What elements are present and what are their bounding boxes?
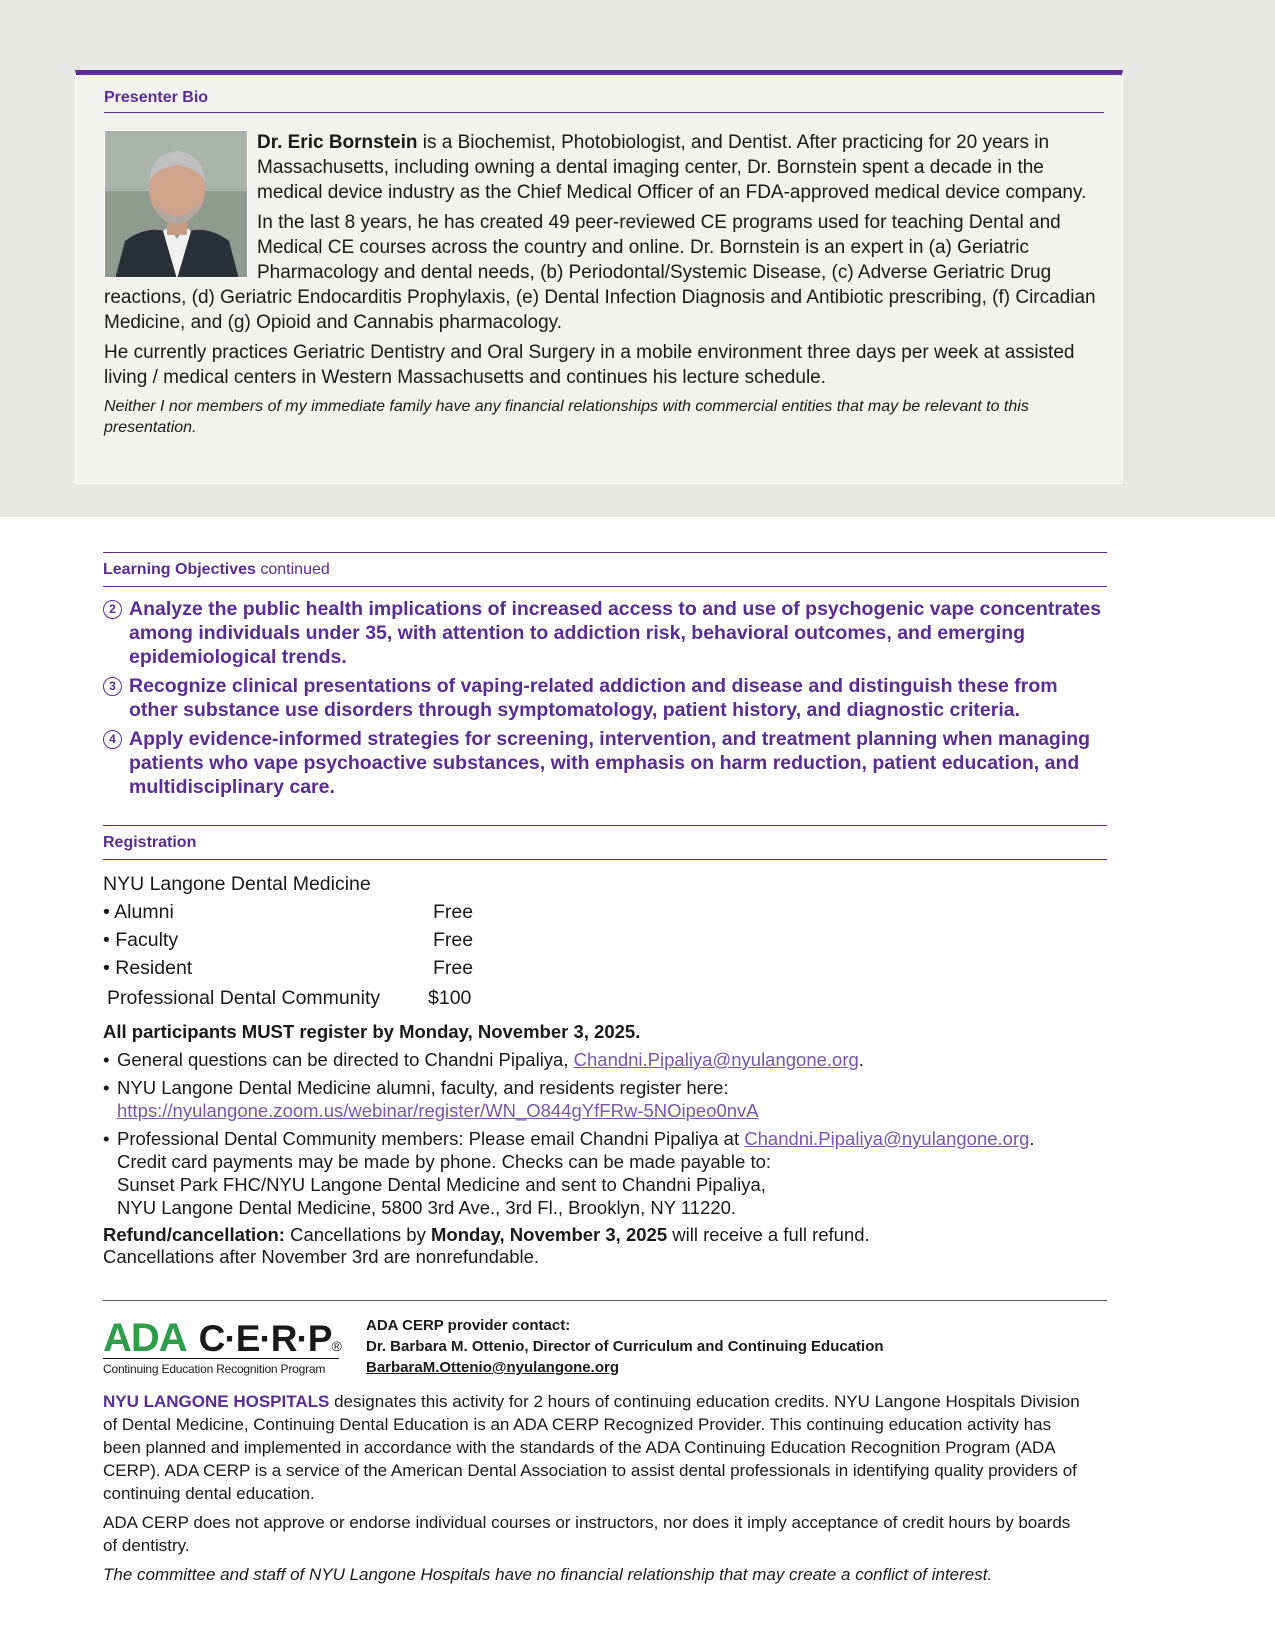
bio-paragraph-1-text: is a Biochemist, Photobiologist, and Dentist. After practicing for 20 years in Massachusetts, including owning a dental imaging center, Dr. Bornstein spent a decade in the medical device industry as the Chief Medical Officer of an FDA-approved medical device company.: [257, 132, 1087, 203]
fee-row: [103, 954, 1103, 982]
community-address-text: NYU Langone Dental Medicine, 5800 3rd Ave., 3rd Fl., Brooklyn, NY 11220.: [117, 1197, 737, 1218]
ada-logo-subtitle: Continuing Education Recognition Program: [103, 1362, 326, 1376]
nyu-langone-hospitals: NYU LANGONE HOSPITALS: [103, 1392, 330, 1411]
refund-nonrefundable: Cancellations after November 3rd are nonrefundable.: [103, 1246, 540, 1267]
questions-email-link[interactable]: Chandni.Pipaliya@nyulangone.org: [573, 1049, 859, 1070]
bio-disclaimer: Neither I nor members of my immediate family have any financial relationships with commercial entities that may be relevant to this presentation.: [104, 398, 1029, 436]
objective-text: Apply evidence-informed strategies for screening, intervention, and treatment planning when managing patients who vape psychoactive substances, with emphasis on harm reduction, patient education, and multidisciplinary care.: [129, 728, 1091, 798]
learning-objectives-title: Learning Objectives: [103, 561, 256, 578]
registration-details: [103, 1020, 1103, 1268]
community-item: • Professional Dental Community members: Please email Chandni Pipaliya at Chandni.Pipaliya@nyulangone.org. Credit card payments may be made by phone. Checks can be made payable to: Sunset Park FHC/NYU Langone Dental Medicine and sent to Chandni Pipaliya, NYU Langone Dental Medicine, 5800 3rd Ave., 3rd Fl., Brooklyn, NY 11220.: [103, 1128, 1035, 1218]
contact-label: ADA CERP provider contact:: [366, 1317, 571, 1334]
fee-row-community: [103, 984, 1103, 1012]
registration-section: [103, 870, 1103, 1273]
fee-name: • Alumni: [103, 901, 174, 923]
cerp-logo-text: C·E·R·P: [198, 1318, 332, 1359]
ada-logo-text: ADA: [103, 1316, 187, 1360]
cert-paragraph-1: [103, 1390, 1083, 1505]
objective-item: [103, 674, 1103, 722]
refund-text: Cancellations by: [284, 1224, 431, 1245]
fee-table: [103, 870, 1103, 1012]
presenter-name: Dr. Eric Bornstein: [257, 132, 418, 153]
fee-row: [103, 926, 1103, 954]
fee-group-title: NYU Langone Dental Medicine: [103, 873, 371, 895]
fee-price: $100: [428, 987, 472, 1009]
ada-cerp-logo: ADA C·E·R·P ® Continuing Education Recognition Program: [103, 1316, 342, 1376]
objective-item: [103, 597, 1103, 669]
registration-heading: [103, 825, 1107, 860]
fee-name: Professional Dental Community: [107, 987, 381, 1009]
contact-name: Dr. Barbara M. Ottenio, Director of Curriculum and Continuing Education: [366, 1338, 884, 1355]
questions-item: • General questions can be directed to Chandni Pipaliya, Chandni.Pipaliya@nyulangone.org.: [103, 1049, 864, 1070]
fee-row: [103, 898, 1103, 926]
presenter-bio-heading: Presenter Bio: [104, 89, 1104, 113]
contact-email-link[interactable]: BarbaraM.Ottenio@nyulangone.org: [366, 1359, 619, 1376]
questions-text: General questions can be directed to Chandni Pipaliya,: [117, 1049, 574, 1070]
ada-provider-contact: [366, 1315, 884, 1378]
divider: [103, 1300, 1107, 1301]
cert-paragraph-2: ADA CERP does not approve or endorse individual courses or instructors, nor does it imply acceptance of credit hours by boards of dentistry.: [103, 1513, 1071, 1555]
fee-name: • Resident: [103, 957, 193, 979]
refund-label: Refund/cancellation:: [103, 1224, 285, 1245]
learning-objectives-suffix: continued: [255, 561, 330, 578]
registration-title: Registration: [103, 834, 197, 851]
community-contact-name: Chandni Pipaliya: [579, 1128, 719, 1149]
presenter-bio-text: [104, 130, 1104, 443]
objective-number: 3: [103, 677, 122, 696]
fee-price: Free: [433, 957, 474, 979]
cert-conflict-statement: The committee and staff of NYU Langone Hospitals have no financial relationship that may create a conflict of interest.: [103, 1565, 993, 1584]
objective-text: Analyze the public health implications of increased access to and use of psychogenic vape concentrates among individuals under 35, with attention to addiction risk, behavioral outcomes, and emerging epidemiological trends.: [129, 598, 1102, 668]
fee-price: Free: [433, 901, 474, 923]
alumni-item: • NYU Langone Dental Medicine alumni, faculty, and residents register here: https://nyulangone.zoom.us/webinar/register/WN_O844gYfFRw-5NOipeo0nvA: [103, 1077, 759, 1121]
presenter-bio-box: [75, 70, 1123, 484]
community-payment-text: Credit card payments may be made by phone. Checks can be made payable to:: [117, 1151, 772, 1172]
learning-objectives-heading: [103, 552, 1107, 587]
fee-price: Free: [433, 929, 474, 951]
refund-text-end: will receive a full refund.: [667, 1224, 870, 1245]
objective-number: 2: [103, 600, 122, 619]
community-text-at: at: [718, 1128, 745, 1149]
community-payee-text: Sunset Park FHC/NYU Langone Dental Medicine and sent to Chandni Pipaliya,: [117, 1174, 766, 1195]
community-text: Professional Dental Community members: Please email: [117, 1128, 580, 1149]
certification-text: [103, 1390, 1083, 1592]
registration-deadline: All participants MUST register by Monday, November 3, 2025.: [103, 1021, 641, 1042]
bio-paragraph-3: He currently practices Geriatric Dentistry and Oral Surgery in a mobile environment three days per week at assisted living / medical centers in Western Massachusetts and continues his lecture schedule.: [104, 342, 1075, 388]
fee-name: • Faculty: [103, 929, 179, 951]
refund-date: Monday, November 3, 2025: [430, 1224, 668, 1245]
refund-policy: [103, 1224, 1103, 1268]
objective-item: [103, 727, 1103, 799]
cert-paragraph-1-text: designates this activity for 2 hours of continuing education credits. NYU Langone Hospitals Division of Dental Medicine, Continuing Dental Education is an ADA CERP Recognized Provider. This continuing education activity has been planned and implemented in accordance with the standards of the ADA Continuing Education Recognition Program (ADA CERP). ADA CERP is a service of the American Dental Association to assist dental professionals in identifying quality providers of continuing dental education.: [103, 1392, 1080, 1503]
objective-number: 4: [103, 730, 122, 749]
objectives-list: [103, 597, 1103, 804]
bio-paragraph-2: In the last 8 years, he has created 49 peer-reviewed CE programs used for teaching Dental and Medical CE courses across the country and online. Dr. Bornstein is an expert in (a) Geriatric Pharmacology and dental needs, (b) Periodontal/Systemic Disease, (c) Adverse Geriatric Drug reactions, (d) Geriatric Endocarditis Prophylaxis, (e) Dental Infection Diagnosis and Antibiotic prescribing, (f) Circadian Medicine, and (g) Opioid and Cannabis pharmacology.: [104, 212, 1096, 333]
objective-text: Recognize clinical presentations of vaping-related addiction and disease and distinguish these from other substance use disorders through symptomatology, patient history, and diagnostic criteria.: [129, 675, 1058, 721]
alumni-text: NYU Langone Dental Medicine alumni, faculty, and residents register here:: [117, 1077, 729, 1098]
alumni-register-link[interactable]: https://nyulangone.zoom.us/webinar/register/WN_O844gYfFRw-5NOipeo0nvA: [117, 1100, 759, 1121]
community-email-link[interactable]: Chandni.Pipaliya@nyulangone.org: [744, 1128, 1030, 1149]
